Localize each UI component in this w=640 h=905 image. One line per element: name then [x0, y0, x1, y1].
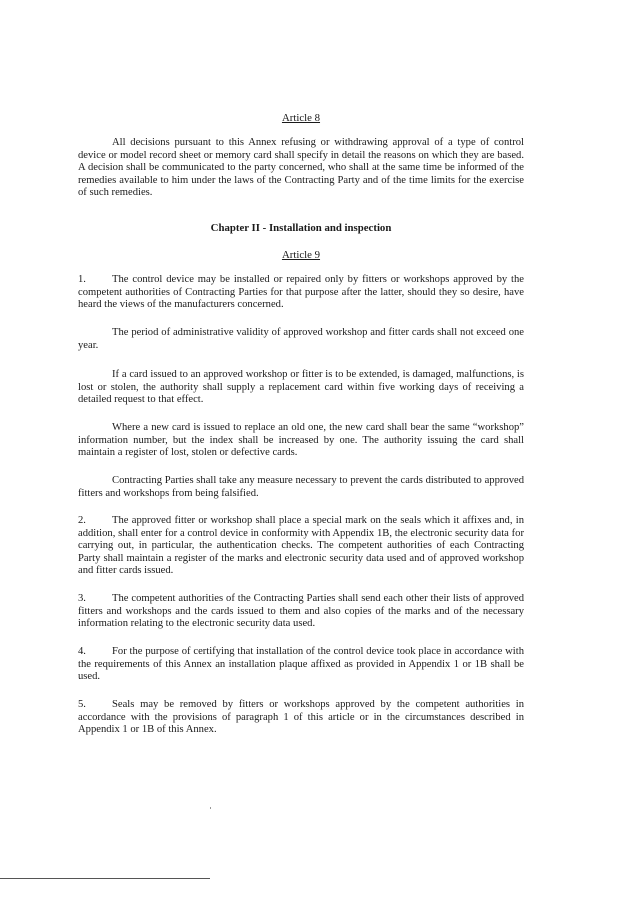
- paragraph-4-number: 4.: [78, 646, 86, 657]
- paragraph-5-text: Seals may be removed by fitters or workshops approved by the competent authorities in accordance with the provisions of paragraph 1 of this article or in the circumstances described in Appendix 1 or 1B of this Annex.: [78, 699, 524, 735]
- paragraph-1-text: The control device may be installed or repaired only by fitters or workshops approved by the competent authorities of Contracting Parties for that purpose after the latter, should they so desire, have heard the views of the manufacturers concerned.: [78, 274, 524, 310]
- paragraph-4-text: For the purpose of certifying that installation of the control device took place in accordance with the requirements of this Annex an installation plaque affixed as provided in Appendix 1 or 1B shall be used.: [78, 646, 524, 682]
- paragraph-5: [78, 699, 524, 737]
- scan-speck: [210, 807, 211, 809]
- paragraph-1d: Where a new card is issued to replace an old one, the new card shall bear the same “workshop” information number, but the index shall be increased by one. The authority issuing the card shall maintain a register of lost, stolen or defective cards.: [78, 422, 524, 458]
- paragraph-3-number: 3.: [78, 593, 86, 604]
- paragraph-5-number: 5.: [78, 699, 86, 710]
- article-9-heading: Article 9: [281, 249, 321, 261]
- chapter-heading: Chapter II - Installation and inspection: [210, 222, 392, 234]
- paragraph-1b: The period of administrative validity of approved workshop and fitter cards shall not exceed one year.: [78, 327, 524, 351]
- article-8-text: All decisions pursuant to this Annex refusing or withdrawing approval of a type of control device or model record sheet or memory card shall specify in detail the reasons on which they are based. A decision shall be communicated to the party concerned, who shall at the same time be informed of the remedies available to him under the laws of the Contracting Party and of the time limits for the exercise of such remedies.: [78, 137, 524, 198]
- article-8-heading: Article 8: [281, 112, 321, 124]
- paragraph-1-number: 1.: [78, 274, 86, 285]
- paragraph-1: [78, 274, 524, 312]
- footnote-separator: [0, 878, 210, 879]
- paragraph-1e: Contracting Parties shall take any measure necessary to prevent the cards distributed to approved fitters and workshops from being falsified.: [78, 475, 524, 499]
- paragraph-3: [78, 593, 524, 631]
- paragraph-1c: If a card issued to an approved workshop or fitter is to be extended, is damaged, malfunctions, is lost or stolen, the authority shall supply a replacement card within five working days of receiving a detailed request to that effect.: [78, 369, 524, 405]
- paragraph-2: [78, 515, 524, 578]
- paragraph-2-number: 2.: [78, 515, 86, 526]
- paragraph-2-text: The approved fitter or workshop shall place a special mark on the seals which it affixes and, in addition, shall enter for a control device in conformity with Appendix 1B, the electronic security data for carrying out, in particular, the authentication checks. The competent authorities of each Contracting Party shall maintain a register of the marks and electronic security data used and of approved workshop and fitter cards issued.: [78, 515, 524, 576]
- paragraph-3-text: The competent authorities of the Contracting Parties shall send each other their lists of approved fitters and workshops and the cards issued to them and also copies of the marks and of the necessary information relating to the electronic security data used.: [78, 593, 524, 629]
- paragraph-4: [78, 646, 524, 684]
